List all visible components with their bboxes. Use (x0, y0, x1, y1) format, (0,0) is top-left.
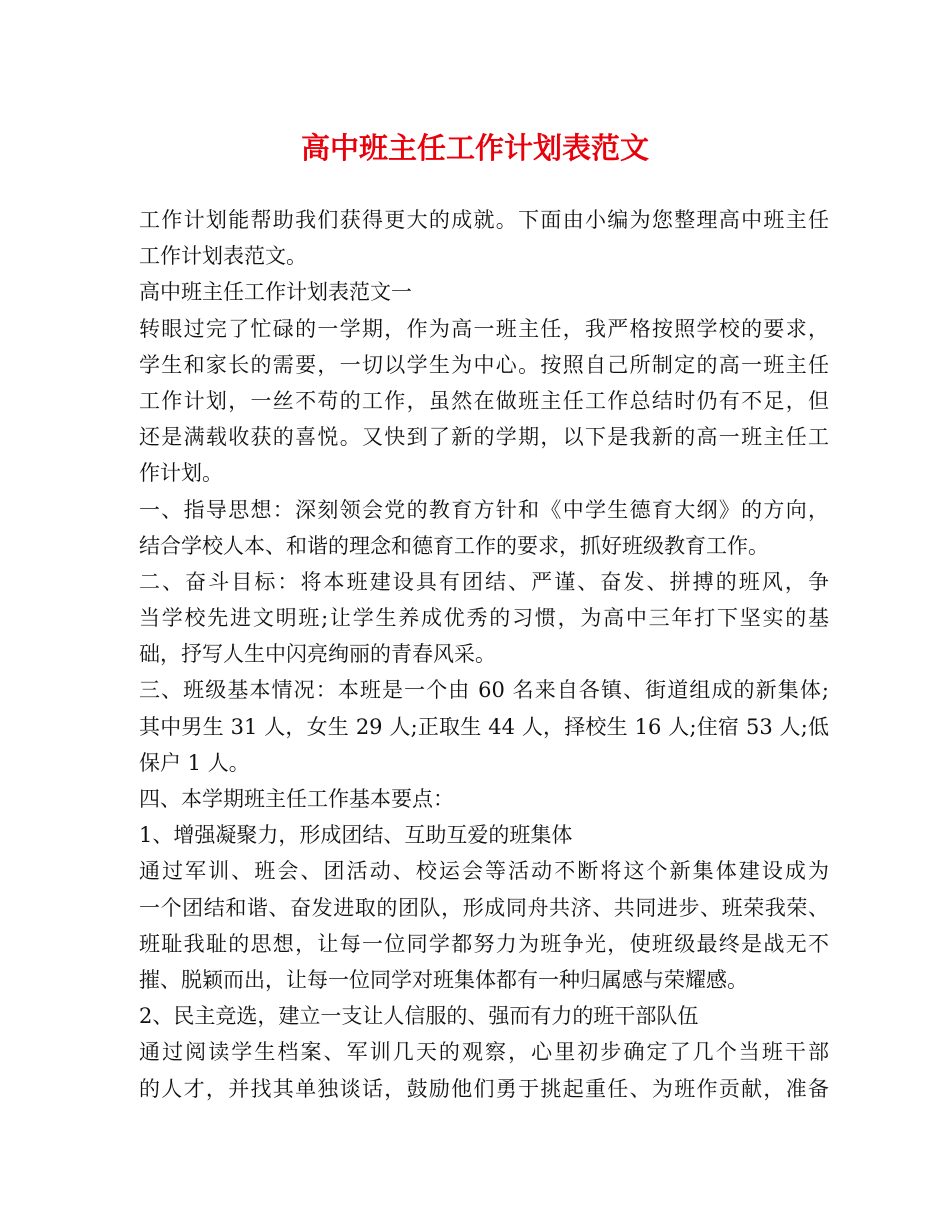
paragraph-line: 工作计划能帮助我们获得更大的成就。下面由小编为您整理高中班主任 (139, 208, 829, 232)
paragraph-line: 一、指导思想：深刻领会党的教育方针和《中学生德育大纲》的方向， (139, 497, 829, 522)
paragraph-line: 保户 1 人。 (139, 750, 250, 775)
paragraph-line: 作计划。 (139, 461, 223, 486)
paragraph-line: 通过军训、班会、团活动、校运会等活动不断将这个新集体建设成为 (139, 859, 829, 884)
paragraph-line: 高中班主任工作计划表范文一 (139, 280, 412, 305)
paragraph-line: 1、增强凝聚力，形成团结、互助互爱的班集体 (139, 823, 573, 848)
paragraph-line: 其中男生 31 人，女生 29 人;正取生 44 人，择校生 16 人;住宿 53 人;低 (139, 714, 829, 739)
paragraph-line: 三、班级基本情况：本班是一个由 60 名来自各镇、街道组成的新集体; (139, 678, 829, 703)
paragraph-line: 通过阅读学生档案、军训几天的观察，心里初步确定了几个当班干部 (139, 1040, 829, 1065)
paragraph-line: 转眼过完了忙碌的一学期，作为高一班主任，我严格按照学校的要求， (139, 316, 829, 341)
paragraph-line: 2、民主竞选，建立一支让人信服的、强而有力的班干部队伍 (139, 1004, 699, 1029)
document-title: 高中班主任工作计划表范文 (300, 131, 649, 165)
paragraph-line: 摧、脱颖而出，让每一位同学对班集体都有一种归属感与荣耀感。 (139, 967, 748, 992)
paragraph-line: 工作计划，一丝不苟的工作，虽然在做班主任工作总结时仍有不足，但 (139, 388, 829, 413)
paragraph-line: 当学校先进文明班;让学生养成优秀的习惯，为高中三年打下坚实的基 (139, 606, 829, 631)
paragraph-line: 学生和家长的需要，一切以学生为中心。按照自己所制定的高一班主任 (139, 352, 829, 377)
paragraph-line: 班耻我耻的思想，让每一位同学都努力为班争光，使班级最终是战无不 (139, 931, 829, 956)
paragraph-line: 二、奋斗目标：将本班建设具有团结、严谨、奋发、拼搏的班风，争 (139, 569, 829, 594)
paragraph-line: 础，抒写人生中闪亮绚丽的青春风采。 (139, 642, 496, 667)
paragraph-line: 四、本学期班主任工作基本要点： (139, 787, 454, 811)
document-body (139, 202, 829, 1107)
paragraph-line: 工作计划表范文。 (139, 244, 307, 269)
paragraph-line: 一个团结和谐、奋发进取的团队，形成同舟共济、共同进步、班荣我荣、 (139, 895, 829, 920)
paragraph-line: 的人才，并找其单独谈话，鼓励他们勇于挑起重任、为班作贡献，准备 (139, 1076, 829, 1101)
paragraph-line: 还是满载收获的喜悦。又快到了新的学期，以下是我新的高一班主任工 (139, 425, 829, 450)
paragraph-line: 结合学校人本、和谐的理念和德育工作的要求，抓好班级教育工作。 (139, 533, 769, 558)
